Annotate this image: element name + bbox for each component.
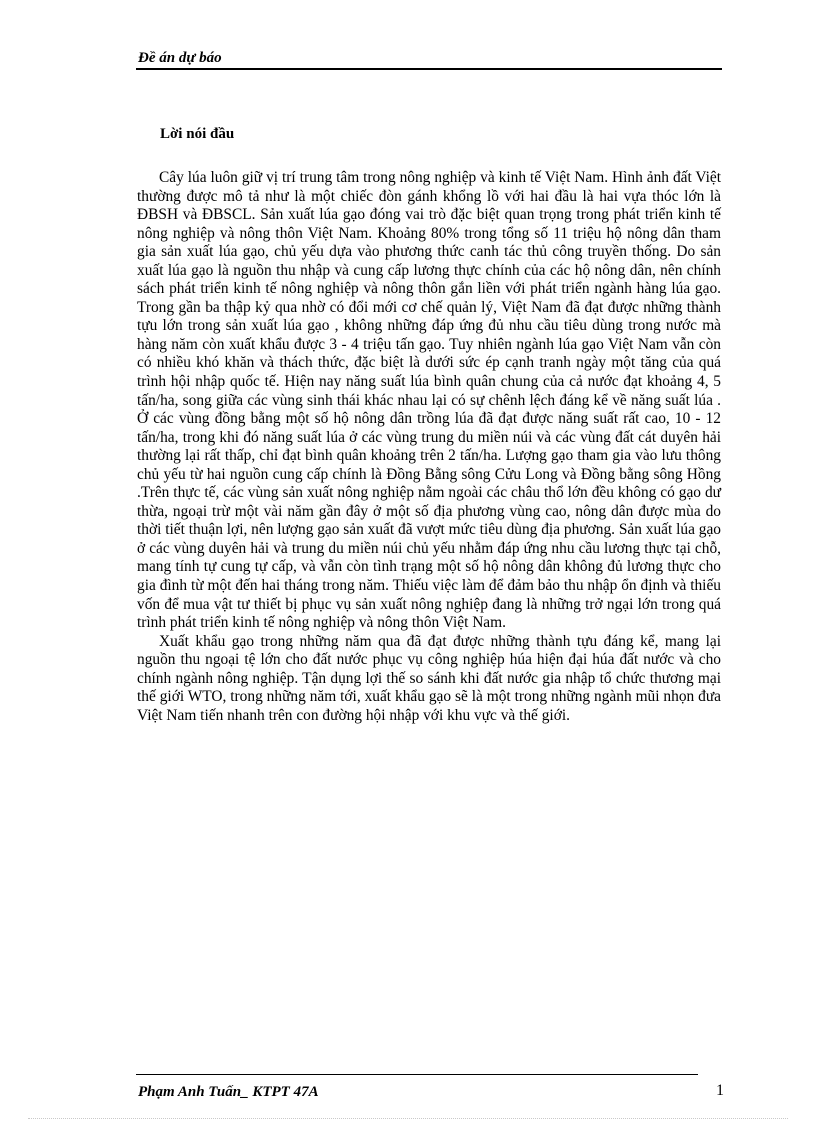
- page-bottom-edge: [28, 1118, 788, 1119]
- paragraph: Cây lúa luôn giữ vị trí trung tâm trong nông nghiệp và kinh tế Việt Nam. Hình ảnh đất Việt thường được mô tả như là một chiếc đòn gánh khổng lồ với hai đầu là hai vựa thóc lớn là ĐBSH và ĐBSCL. Sản xuất lúa gạo đóng vai trò đặc biệt quan trọng trong phát triển kinh tế nông nghiệp và nông thôn Việt Nam. Khoảng 80% trong tổng số 11 triệu hộ nông dân tham gia sản xuất lúa gạo, chủ yếu dựa vào phương thức canh tác thủ công truyền thống. Do sản xuất lúa gạo là nguồn thu nhập và cung cấp lương thực chính của các hộ nông dân, nên chính sách phát triển kinh tế nông nghiệp và nông thôn gắn liền với phát triển ngành hàng lúa gạo. Trong gần ba thập kỷ qua nhờ có đổi mới cơ chế quản lý, Việt Nam đã đạt được những thành tựu lớn trong sản xuất lúa gạo , không những đáp ứng đủ nhu cầu tiêu dùng trong nước mà hàng năm còn xuất khẩu được 3 - 4 triệu tấn gạo. Tuy nhiên ngành lúa gạo Việt Nam vẫn còn có nhiều khó khăn và thách thức, đặc biệt là dưới sức ép cạnh tranh ngày một tăng của quá trình hội nhập quốc tế. Hiện nay năng suất lúa bình quân chung của cả nước đạt khoảng 4, 5 tấn/ha, song giữa các vùng sinh thái khác nhau lại có sự chênh lệch đáng kể về năng suất lúa . Ở các vùng đồng bằng một số hộ nông dân trồng lúa đã đạt được năng suất rất cao, 10 - 12 tấn/ha, trong khi đó năng suất lúa ở các vùng trung du miền núi và các vùng đất cát duyên hải thường lại rất thấp, chỉ đạt bình quân khoảng trên 2 tấn/ha. Lượng gạo tham gia vào lưu thông chủ yếu từ hai nguồn cung cấp chính là Đồng Bằng sông Cửu Long và Đồng bằng sông Hồng .Trên thực tế, các vùng sản xuất nông nghiệp nằm ngoài các châu thổ lớn đều không có gạo dư thừa, ngoại trừ một vài năm gần đây ở một số địa phương vùng cao, nông dân được mùa do thời tiết thuận lợi, nên lượng gạo sản xuất đã vượt mức tiêu dùng địa phương. Sản xuất lúa gạo ở các vùng duyên hải và trung du miền núi chủ yếu nhằm đáp ứng nhu cầu lương thực tại chỗ, mang tính tự cung tự cấp, và vẫn còn tình trạng một số hộ nông dân không đủ lương thực cho gia đình từ một đến hai tháng trong năm. Thiếu việc làm để đảm bảo thu nhập ổn định và thiếu vốn để mua vật tư thiết bị phục vụ sản xuất nông nghiệp đang là những trở ngại lớn trong quá trình phát triển kinh tế nông nghiệp và nông thôn Việt Nam.: [137, 169, 721, 632]
- footer-author: Phạm Anh Tuấn_ KTPT 47A: [138, 1084, 319, 1100]
- header-divider: [136, 68, 722, 70]
- section-heading: Lời nói đầu: [160, 126, 235, 142]
- paragraph: Xuất khẩu gạo trong những năm qua đã đạt được những thành tựu đáng kể, mang lại nguồn thu ngoại tệ lớn cho đất nước phục vụ công nghiệp húa hiện đại húa đất nước và cho chính ngành nông nghiệp. Tận dụng lợi thế so sánh khi đất nước gia nhập tổ chức thương mại thế giới WTO, trong những năm tới, xuất khẩu gạo sẽ là một trong những ngành mũi nhọn đưa Việt Nam tiến nhanh trên con đường hội nhập với khu vực và thế giới.: [137, 632, 721, 724]
- document-header-title: Đề án dự báo: [138, 50, 222, 66]
- page-number: 1: [716, 1082, 724, 1099]
- body-text: [137, 169, 721, 725]
- footer-divider: [136, 1074, 698, 1075]
